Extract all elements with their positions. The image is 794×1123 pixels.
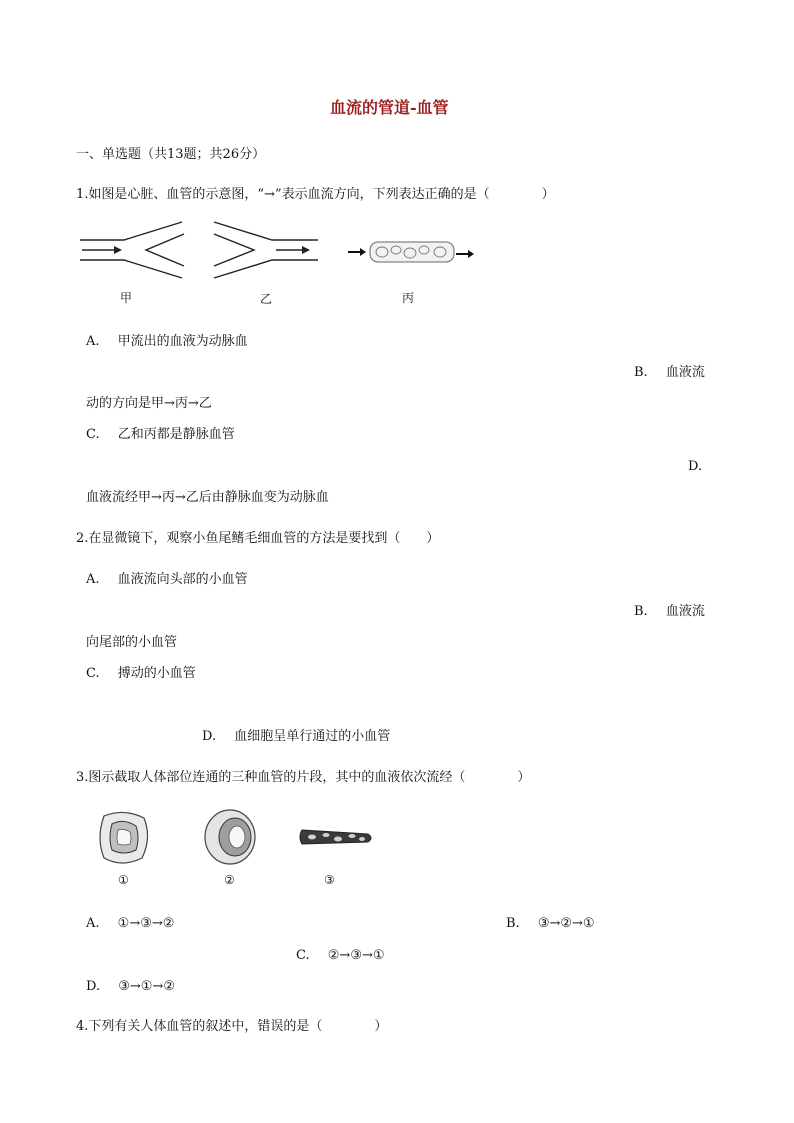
q2-option-b-letter: B. [634, 604, 648, 619]
q1-option-b-continued: 动的方向是甲→丙→乙 [86, 396, 212, 411]
q1-option-c-text: 乙和丙都是静脉血管 [117, 427, 235, 442]
figure-bing-capillary [348, 240, 474, 264]
q2-option-b-text: 血液流 [665, 604, 705, 619]
figure-label-yi: 乙 [260, 292, 273, 306]
question-3-stem: 3.图示截取人体部位连通的三种血管的片段，其中的血液依次流经（ ） [76, 770, 531, 785]
q3-option-b-letter: B. [506, 916, 520, 931]
q2-option-c-text: 搏动的小血管 [117, 666, 196, 681]
q1-option-c[interactable] [86, 427, 235, 443]
q2-option-c-letter: C. [86, 666, 100, 681]
q2-option-d-text: 血细胞呈单行通过的小血管 [234, 729, 391, 744]
q2-option-c[interactable] [86, 666, 196, 682]
figure-label-jia: 甲 [120, 291, 133, 305]
q1-option-b[interactable] [634, 365, 705, 381]
q3-option-c-text: ②→③→① [327, 948, 385, 963]
q3-option-b[interactable] [506, 916, 595, 932]
q1-option-a-text: 甲流出的血液为动脉血 [117, 334, 248, 349]
figure-label-1: ① [118, 873, 129, 887]
q2-option-a-letter: A. [86, 572, 100, 587]
q3-option-a[interactable] [86, 916, 174, 932]
q2-option-b[interactable] [634, 604, 705, 620]
q3-option-d-text: ③→①→② [118, 979, 175, 994]
section-heading: 一、单选题（共13题；共26分） [76, 147, 266, 162]
q1-option-b-letter: B. [634, 365, 648, 380]
figure-vessel-3-capillary [298, 826, 374, 848]
q3-option-d[interactable] [86, 979, 175, 995]
q2-option-a[interactable] [86, 572, 248, 588]
q3-option-a-letter: A. [86, 916, 100, 931]
q1-option-b-text: 血液流 [665, 365, 705, 380]
q2-option-d-letter: D. [202, 729, 217, 744]
question-4-stem: 4.下列有关人体血管的叙述中，错误的是（ ） [76, 1019, 388, 1034]
figure-label-bing: 丙 [402, 291, 415, 305]
q3-option-a-text: ①→③→② [117, 916, 175, 931]
question-1-stem: 1.如图是心脏、血管的示意图，“→”表示血流方向，下列表达正确的是（ ） [76, 187, 555, 202]
q2-option-a-text: 血液流向头部的小血管 [117, 572, 248, 587]
q1-option-a[interactable] [86, 334, 248, 350]
figure-vessel-1-crosssection [96, 810, 152, 866]
q1-option-a-letter: A. [86, 334, 100, 349]
question-2-stem: 2.在显微镜下，观察小鱼尾鳍毛细血管的方法是要找到（ ） [76, 531, 440, 546]
figure-label-3: ③ [324, 873, 335, 887]
page-title: 血流的管道-血管 [330, 98, 449, 117]
q3-option-c[interactable] [296, 948, 385, 964]
q2-option-d[interactable] [202, 729, 390, 745]
q1-option-d-text: 血液流经甲→丙→乙后由静脉血变为动脉血 [86, 490, 329, 505]
figure-jia-vessel [80, 222, 190, 278]
figure-vessel-2-crosssection [202, 808, 258, 866]
q3-option-c-letter: C. [296, 948, 310, 963]
q1-option-d-letter[interactable]: D. [688, 459, 703, 474]
figure-yi-vessel [210, 222, 320, 278]
q3-option-d-letter: D. [86, 979, 101, 994]
q1-option-c-letter: C. [86, 427, 100, 442]
q2-option-b-continued: 向尾部的小血管 [86, 635, 178, 650]
q3-option-b-text: ③→②→① [537, 916, 595, 931]
figure-label-2: ② [224, 873, 235, 887]
